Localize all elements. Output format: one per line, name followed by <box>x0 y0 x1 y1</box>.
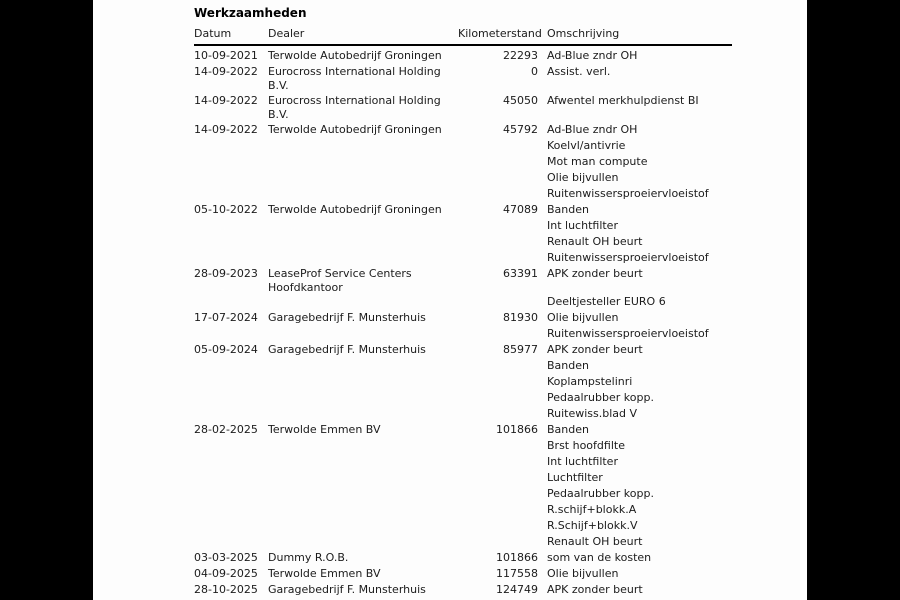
document-page <box>93 0 807 600</box>
column-gap <box>538 342 547 422</box>
row-descriptions <box>547 550 754 566</box>
row-descriptions <box>547 566 754 582</box>
row-kilometerstand: 63391 <box>503 267 538 280</box>
column-header-kilometerstand: Kilometerstand <box>458 27 542 40</box>
row-date: 03-03-2025 <box>194 551 258 564</box>
row-descriptions <box>547 422 754 550</box>
description-line: Banden <box>547 423 589 436</box>
column-gap <box>538 202 547 266</box>
row-descriptions <box>547 582 754 598</box>
description-line: APK zonder beurt <box>547 267 643 280</box>
row-date: 10-09-2021 <box>194 49 258 62</box>
description-line: Brst hoofdfilte <box>547 439 625 452</box>
column-gap <box>538 122 547 202</box>
column-gap <box>538 550 547 566</box>
table-row <box>194 422 754 550</box>
row-dealer: Eurocross International Holding B.V. <box>268 65 441 92</box>
description-line: som van de kosten <box>547 551 652 564</box>
row-dealer: Eurocross International Holding B.V. <box>268 94 441 121</box>
description-line: Olie bijvullen <box>547 311 619 324</box>
table-header-row <box>194 26 754 42</box>
row-date: 14-09-2022 <box>194 123 258 136</box>
column-gap <box>538 310 547 342</box>
description-line: Renault OH beurt <box>547 535 643 548</box>
row-descriptions <box>547 310 754 342</box>
table-row <box>194 310 754 342</box>
description-line: Banden <box>547 203 589 216</box>
description-line: Koelvl/antivrie <box>547 139 626 152</box>
table-row <box>194 93 754 122</box>
row-dealer: Garagebedrijf F. Munsterhuis <box>268 583 426 596</box>
row-date: 17-07-2024 <box>194 311 258 324</box>
description-line: Pedaalrubber kopp. <box>547 391 654 404</box>
column-gap <box>538 26 547 42</box>
row-date: 28-09-2023 <box>194 267 258 280</box>
row-descriptions <box>547 93 754 122</box>
row-kilometerstand: 81930 <box>503 311 538 324</box>
table-row <box>194 266 754 310</box>
column-gap <box>538 48 547 64</box>
description-line: Afwentel merkhulpdienst BI <box>547 94 699 107</box>
description-line: Ruitenwissersproeiervloeistof <box>547 251 709 264</box>
description-line: Ruitenwissersproeiervloeistof <box>547 327 709 340</box>
table-row <box>194 582 754 598</box>
row-date: 14-09-2022 <box>194 94 258 107</box>
description-line: Mot man compute <box>547 155 648 168</box>
table-row <box>194 122 754 202</box>
description-line: APK zonder beurt <box>547 343 643 356</box>
column-gap <box>538 266 547 310</box>
header-divider <box>194 44 732 46</box>
table-row <box>194 202 754 266</box>
table-row <box>194 550 754 566</box>
description-line: Luchtfilter <box>547 471 603 484</box>
description-line: Olie bijvullen <box>547 171 619 184</box>
table-row <box>194 48 754 64</box>
description-line: Int luchtfilter <box>547 455 618 468</box>
row-kilometerstand: 85977 <box>503 343 538 356</box>
row-kilometerstand: 0 <box>531 65 538 78</box>
description-line: Olie bijvullen <box>547 567 619 580</box>
row-dealer: Garagebedrijf F. Munsterhuis <box>268 311 426 324</box>
row-date: 14-09-2022 <box>194 65 258 78</box>
description-line: Ruitenwissersproeiervloeistof <box>547 187 709 200</box>
row-descriptions <box>547 202 754 266</box>
row-kilometerstand: 45792 <box>503 123 538 136</box>
row-dealer: Dummy R.O.B. <box>268 551 349 564</box>
table-row <box>194 566 754 582</box>
description-line: Deeltjesteller EURO 6 <box>547 295 666 308</box>
row-dealer: LeaseProf Service Centers Hoofdkantoor <box>268 267 412 294</box>
description-line: APK zonder beurt <box>547 583 643 596</box>
column-header-datum: Datum <box>194 27 232 40</box>
description-line: Ad-Blue zndr OH <box>547 123 638 136</box>
row-kilometerstand: 101866 <box>496 423 538 436</box>
row-descriptions <box>547 342 754 422</box>
row-dealer: Terwolde Autobedrijf Groningen <box>268 49 442 62</box>
section-title: Werkzaamheden <box>194 6 307 20</box>
description-line: Ad-Blue zndr OH <box>547 49 638 62</box>
row-kilometerstand: 124749 <box>496 583 538 596</box>
maintenance-history-section <box>194 6 754 598</box>
description-line: Renault OH beurt <box>547 235 643 248</box>
table-row <box>194 64 754 93</box>
description-line: Pedaalrubber kopp. <box>547 487 654 500</box>
column-header-dealer: Dealer <box>268 27 305 40</box>
row-descriptions <box>547 266 754 310</box>
description-line: R.schijf+blokk.A <box>547 503 637 516</box>
description-line: Ruitewiss.blad V <box>547 407 638 420</box>
row-descriptions <box>547 48 754 64</box>
table-body <box>194 48 754 598</box>
row-descriptions <box>547 64 754 93</box>
description-line: R.Schijf+blokk.V <box>547 519 638 532</box>
column-gap <box>538 64 547 93</box>
row-dealer: Terwolde Autobedrijf Groningen <box>268 203 442 216</box>
row-dealer: Terwolde Emmen BV <box>268 567 381 580</box>
row-kilometerstand: 101866 <box>496 551 538 564</box>
column-gap <box>538 422 547 550</box>
description-line: Koplampstelinri <box>547 375 633 388</box>
row-kilometerstand: 117558 <box>496 567 538 580</box>
table-row <box>194 342 754 422</box>
description-line: Banden <box>547 359 589 372</box>
row-date: 05-10-2022 <box>194 203 258 216</box>
row-kilometerstand: 47089 <box>503 203 538 216</box>
row-descriptions <box>547 122 754 202</box>
row-date: 05-09-2024 <box>194 343 258 356</box>
row-date: 04-09-2025 <box>194 567 258 580</box>
column-gap <box>538 566 547 582</box>
row-dealer: Terwolde Autobedrijf Groningen <box>268 123 442 136</box>
column-header-omschrijving: Omschrijving <box>547 27 620 40</box>
description-line: Assist. verl. <box>547 65 611 78</box>
row-kilometerstand: 22293 <box>503 49 538 62</box>
row-date: 28-02-2025 <box>194 423 258 436</box>
description-line: Int luchtfilter <box>547 219 618 232</box>
column-gap <box>538 93 547 122</box>
row-dealer: Terwolde Emmen BV <box>268 423 381 436</box>
row-dealer: Garagebedrijf F. Munsterhuis <box>268 343 426 356</box>
column-gap <box>538 582 547 598</box>
description-line <box>547 282 754 294</box>
row-kilometerstand: 45050 <box>503 94 538 107</box>
row-date: 28-10-2025 <box>194 583 258 596</box>
